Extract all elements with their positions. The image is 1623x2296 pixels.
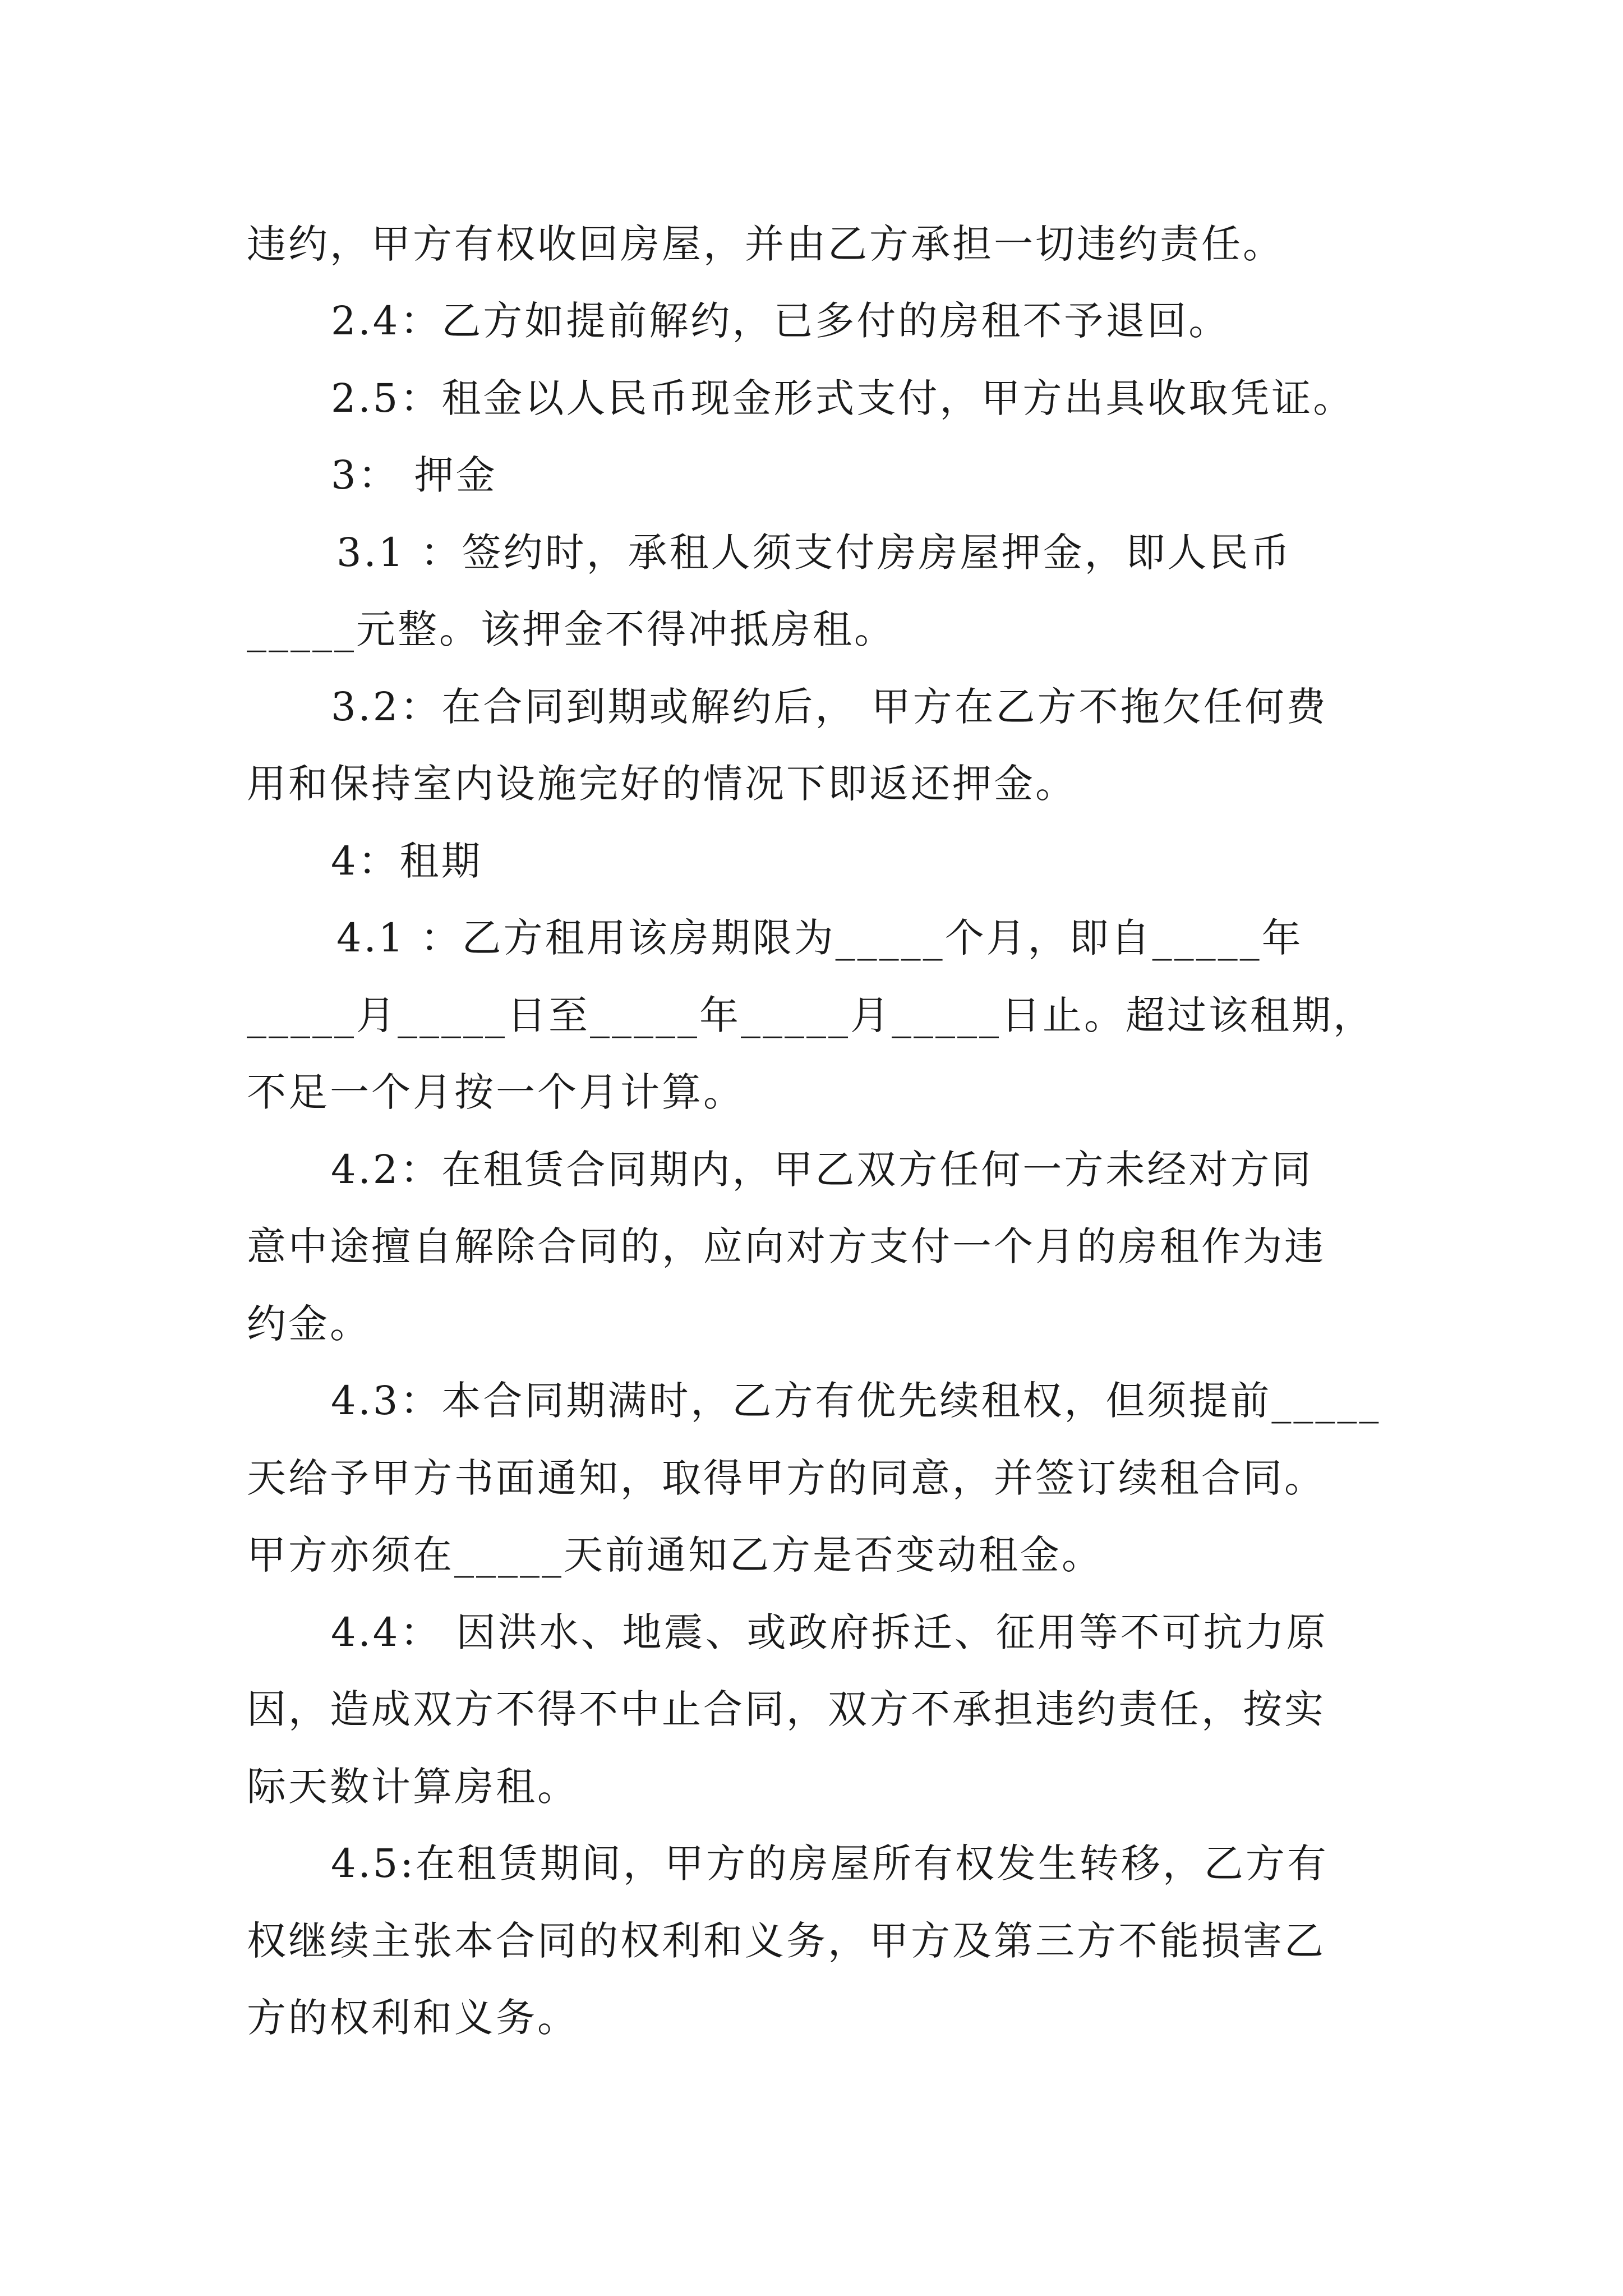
clause-2-5: 2.5：租金以人民币现金形式支付，甲方出具收取凭证。: [331, 375, 1355, 421]
clause-4-5: 4.5:在租赁期间，甲方的房屋所有权发生转移，乙方有: [331, 1841, 1329, 1887]
clause-4-1: 4.1 ：乙方租用该房期限为_____个月，即自_____年: [336, 915, 1303, 961]
text-line: 不足一个月按一个月计算。: [247, 1069, 745, 1115]
clause-4-2: 4.2：在租赁合同期内，甲乙双方任何一方未经对方同: [331, 1147, 1313, 1193]
text-line: 因，造成双方不得不中止合同，双方不承担违约责任，按实: [247, 1686, 1326, 1732]
text-line: 违约，甲方有权收回房屋，并由乙方承担一切违约责任。: [247, 221, 1284, 267]
text-line: 天给予甲方书面通知，取得甲方的同意，并签订续租合同。: [247, 1455, 1326, 1501]
text-line: 用和保持室内设施完好的情况下即返还押金。: [247, 761, 1077, 807]
section-4-heading: 4：租期: [331, 838, 483, 884]
clause-4-4: 4.4： 因洪水、地震、或政府拆迁、征用等不可抗力原: [331, 1609, 1328, 1655]
text-line: _____月_____日至_____年_____月_____日止。超过该租期，: [247, 992, 1375, 1038]
text-line: 际天数计算房租。: [247, 1764, 579, 1810]
section-3-heading: 3： 押金: [331, 452, 497, 498]
text-line: 意中途擅自解除合同的，应向对方支付一个月的房租作为违: [247, 1223, 1326, 1269]
text-line: 甲方亦须在_____天前通知乙方是否变动租金。: [247, 1532, 1103, 1578]
text-line: 方的权利和义务。: [247, 1995, 579, 2041]
text-line: _____元整。该押金不得冲抵房租。: [247, 606, 896, 652]
clause-4-3: 4.3：本合同期满时，乙方有优先续租权，但须提前_____: [331, 1378, 1381, 1424]
clause-3-1: 3.1 ：签约时，承租人须支付房房屋押金，即人民币: [336, 530, 1292, 576]
text-line: 约金。: [247, 1301, 371, 1347]
text-line: 权继续主张本合同的权利和义务，甲方及第三方不能损害乙: [247, 1918, 1326, 1964]
clause-3-2: 3.2：在合同到期或解约后， 甲方在乙方不拖欠任何费: [331, 684, 1328, 730]
clause-2-4: 2.4：乙方如提前解约，已多付的房租不予退回。: [331, 298, 1230, 344]
